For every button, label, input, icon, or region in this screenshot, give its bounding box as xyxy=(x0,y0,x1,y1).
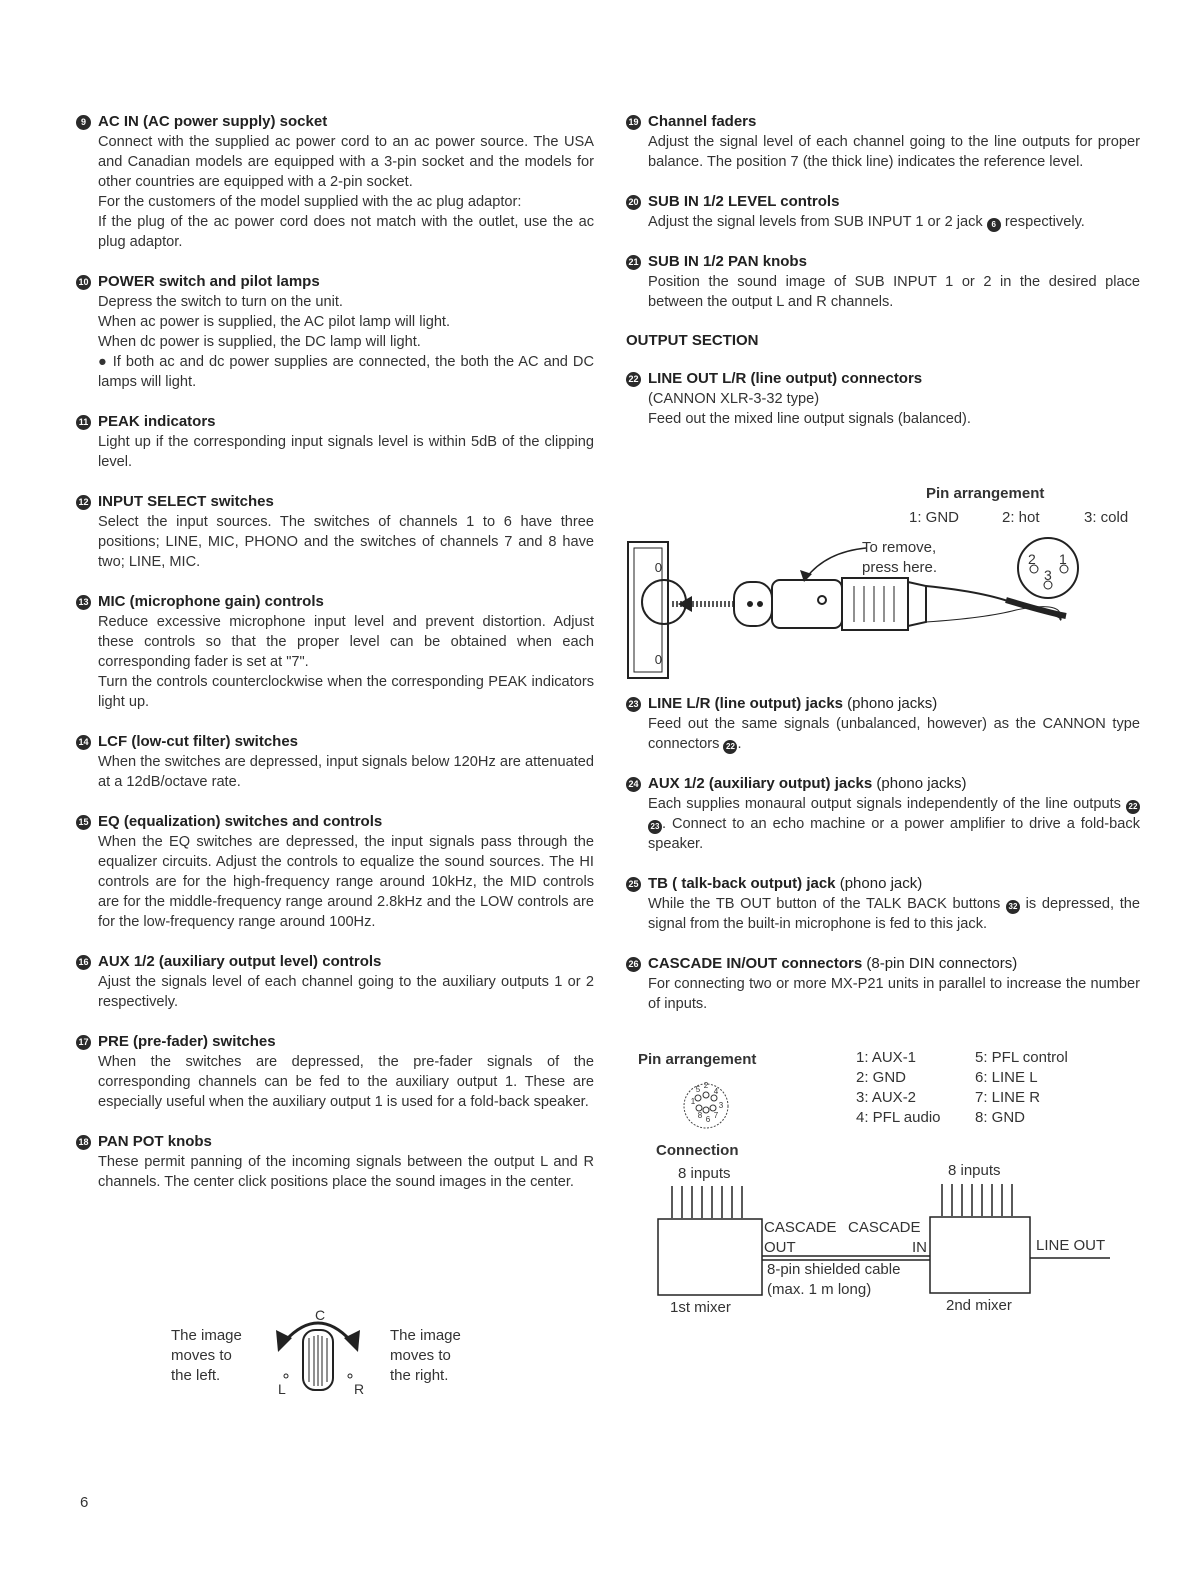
din-num-6: 6 xyxy=(705,1115,711,1124)
item-paragraph: When the switches are depressed, input signals below 120Hz are attenuated at a 12dB/octave rate. xyxy=(98,754,594,790)
first-mixer-box xyxy=(658,1219,762,1295)
din-pin-title: Pin arrangement xyxy=(638,1051,757,1068)
item-title: SUB IN 1/2 PAN knobs xyxy=(648,253,807,270)
item-11 xyxy=(76,412,594,472)
item-number-badge: 25 xyxy=(626,877,641,892)
item-title: POWER switch and pilot lamps xyxy=(98,273,320,290)
xlr-pin-num-1: 1 xyxy=(1059,551,1067,567)
item-title-sub: (phono jacks) xyxy=(843,695,938,712)
item-number-badge: 10 xyxy=(76,275,91,290)
pan-left-line-2: moves to xyxy=(171,1347,232,1364)
cascade-out-label: CASCADE xyxy=(764,1219,837,1236)
cable-length-label: (max. 1 m long) xyxy=(767,1281,872,1298)
item-paragraph: Reduce excessive microphone input level and prevent distortion. Adjust these controls so that the proper level can be obtained when each corresponding fader is set at "7". xyxy=(98,614,594,670)
pan-right-line-1: The image xyxy=(390,1327,461,1344)
din-pin-6: 6: LINE L xyxy=(975,1069,1038,1086)
pan-pot-figure xyxy=(168,1300,488,1410)
page-number: 6 xyxy=(80,1494,89,1511)
inputs-label-1: 8 inputs xyxy=(678,1165,731,1182)
item-body xyxy=(648,132,1140,172)
item-title: Channel faders xyxy=(648,113,757,130)
item-number-badge: 19 xyxy=(626,115,641,130)
item-title: TB ( talk-back output) jack xyxy=(648,875,836,892)
din-pin-8: 8: GND xyxy=(975,1109,1026,1126)
pan-left-line-1: The image xyxy=(171,1327,242,1344)
right-bottom-items xyxy=(626,694,1140,1034)
item-paragraph: Connect with the supplied ac power cord to an ac power source. The USA and Canadian models are equipped with a 3-pin socket and the models for other countries are equipped with a 2-pin socket. xyxy=(98,134,594,190)
item-12 xyxy=(76,492,594,572)
pan-l-label: L xyxy=(278,1381,286,1397)
pan-c-label: C xyxy=(315,1307,326,1323)
item-body xyxy=(98,132,594,252)
item-24 xyxy=(626,774,1140,854)
item-23-text: Feed out the same signals (unbalanced, however) as the CANNON type connectors xyxy=(648,716,1140,752)
item-text-end: respectively. xyxy=(1000,214,1085,230)
item-paragraph: Position the sound image of SUB INPUT 1 or 2 in the desired place between the output L and R channels. xyxy=(648,274,1140,310)
item-body xyxy=(648,794,1140,854)
ref-badge: 6 xyxy=(987,218,1001,232)
din-num-1: 1 xyxy=(690,1097,696,1106)
item-number-badge: 13 xyxy=(76,595,91,610)
xlr-cable xyxy=(1006,600,1066,616)
xlr-remove-line-1: To remove, xyxy=(862,539,937,556)
item-number-badge: 22 xyxy=(626,372,641,387)
pan-arrow-right-icon xyxy=(344,1330,360,1352)
item-paragraph: If the plug of the ac power cord does not match with the outlet, use the ac plug adaptor. xyxy=(98,214,594,250)
item-title: LINE L/R (line output) jacks xyxy=(648,695,844,712)
item-24-text: Each supplies monaural output signals independently of the line outputs xyxy=(648,796,1126,812)
item-14 xyxy=(76,732,594,792)
item-title: SUB IN 1/2 LEVEL controls xyxy=(648,193,840,210)
item-number-badge: 15 xyxy=(76,815,91,830)
item-title: LINE OUT L/R (line output) connectors xyxy=(648,370,923,387)
item-19 xyxy=(626,112,1140,172)
ref-badge: 22 xyxy=(723,740,737,754)
xlr-pin-1: 1: GND xyxy=(909,509,960,526)
item-title: LCF (low-cut filter) switches xyxy=(98,733,299,750)
item-25-text-end: is depressed, the signal from the built-in microphone is fed to this jack. xyxy=(648,896,1140,932)
item-number-badge: 23 xyxy=(626,697,641,712)
item-paragraph: When the EQ switches are depressed, the input signals pass through the equalizer circuits. Adjust the controls to equalize the sound sources. The HI controls are for the high-frequency range around 10kHz, the MID controls are for the middle-frequency range around 2.8kHz and the LOW controls are for the low-frequency range around 100Hz. xyxy=(98,834,594,930)
xlr-pin-title: Pin arrangement xyxy=(926,485,1045,502)
item-title: PRE (pre-fader) switches xyxy=(98,1033,276,1050)
item-body xyxy=(98,432,594,472)
item-22-para-2: Feed out the mixed line output signals (balanced). xyxy=(648,411,971,427)
item-number-badge: 11 xyxy=(76,415,91,430)
item-number-badge: 21 xyxy=(626,255,641,270)
cascade-in-label: CASCADE xyxy=(848,1219,921,1236)
item-18 xyxy=(76,1132,594,1192)
ref-badge: 23 xyxy=(648,820,662,834)
item-paragraph: When the switches are depressed, the pre-fader signals of the corresponding channels can be fed to the auxiliary output 1. These are especially useful when the auxiliary output 1 is used for a fold-back speaker. xyxy=(98,1054,594,1110)
xlr-pin-2: 2: hot xyxy=(1002,509,1040,526)
item-25 xyxy=(626,874,1140,934)
item-title: CASCADE IN/OUT connectors xyxy=(648,955,863,972)
xlr-remove-line-2: press here. xyxy=(862,559,938,576)
in-label: IN xyxy=(912,1239,927,1256)
din-num-8: 8 xyxy=(697,1111,703,1120)
item-25-text: While the TB OUT button of the TALK BACK buttons xyxy=(648,896,1006,912)
pan-left-line-3: the left. xyxy=(171,1367,221,1384)
item-16 xyxy=(76,952,594,1012)
din-num-5: 5 xyxy=(695,1085,701,1094)
item-paragraph: Turn the controls counterclockwise when the corresponding PEAK indicators light up. xyxy=(98,674,594,710)
din-pin-4: 4: PFL audio xyxy=(856,1109,941,1126)
cascade-figure xyxy=(636,1046,1136,1326)
ref-badge: 32 xyxy=(1006,900,1020,914)
item-number-badge: 9 xyxy=(76,115,91,130)
second-mixer-label: 2nd mixer xyxy=(946,1297,1012,1314)
item-number-badge: 18 xyxy=(76,1135,91,1150)
ref-badge: 22 xyxy=(1126,800,1140,814)
din-num-3: 3 xyxy=(718,1101,724,1110)
item-title: MIC (microphone gain) controls xyxy=(98,593,324,610)
item-10 xyxy=(76,272,594,392)
item-24-text-end: . Connect to an echo machine or a power amplifier to drive a fold-back speaker. xyxy=(648,816,1140,852)
item-22-para-1: (CANNON XLR-3-32 type) xyxy=(648,391,820,407)
item-title: PAN POT knobs xyxy=(98,1133,212,1150)
item-title-sub: (8-pin DIN connectors) xyxy=(862,955,1018,972)
item-body xyxy=(98,832,594,932)
right-column xyxy=(626,112,1140,437)
item-paragraph: For the customers of the model supplied with the ac plug adaptor: xyxy=(98,194,522,210)
xlr-pin-3: 3: cold xyxy=(1084,509,1129,526)
item-paragraph: Light up if the corresponding input signals level is within 5dB of the clipping level. xyxy=(98,434,594,470)
xlr-connector-figure xyxy=(626,482,1140,692)
item-26-para-1: For connecting two or more MX-P21 units in parallel to increase the number of inputs. xyxy=(648,976,1140,1012)
din-num-7: 7 xyxy=(713,1111,719,1120)
item-body xyxy=(648,894,1140,934)
item-paragraph: These permit panning of the incoming signals between the output L and R channels. The center click positions place the sound images in the center. xyxy=(98,1154,594,1190)
svg-text:0: 0 xyxy=(654,652,662,667)
line-out-label: LINE OUT xyxy=(1036,1237,1106,1254)
item-title: AUX 1/2 (auxiliary output) jacks xyxy=(648,775,873,792)
cable-label: 8-pin shielded cable xyxy=(767,1261,901,1278)
item-number-badge: 26 xyxy=(626,957,641,972)
item-15 xyxy=(76,812,594,932)
xlr-pin-num-2: 2 xyxy=(1028,551,1036,567)
svg-text:0: 0 xyxy=(654,560,662,575)
item-paragraph: Depress the switch to turn on the unit. xyxy=(98,294,343,310)
din-pin-3: 3: AUX-2 xyxy=(856,1089,917,1106)
din-pin-1: 1: AUX-1 xyxy=(856,1049,917,1066)
din-pin-2: 2: GND xyxy=(856,1069,907,1086)
item-22 xyxy=(626,369,1140,429)
output-section-heading: OUTPUT SECTION xyxy=(626,332,759,349)
item-title: EQ (equalization) switches and controls xyxy=(98,813,383,830)
item-17 xyxy=(76,1032,594,1112)
item-26 xyxy=(626,954,1140,1014)
item-20 xyxy=(626,192,1140,232)
item-paragraph: When dc power is supplied, the DC lamp will light. xyxy=(98,334,421,350)
item-body xyxy=(98,752,594,792)
item-title-sub: (phono jacks) xyxy=(872,775,967,792)
pan-r-label: R xyxy=(354,1381,365,1397)
cascade-drawing xyxy=(636,1046,1136,1326)
item-body xyxy=(98,1152,594,1192)
item-body xyxy=(98,292,594,392)
item-text: Adjust the signal levels from SUB INPUT 1 or 2 jack xyxy=(648,214,987,230)
xlr-pin-num-3: 3 xyxy=(1044,567,1052,583)
pan-right-line-3: the right. xyxy=(390,1367,449,1384)
first-mixer-label: 1st mixer xyxy=(670,1299,731,1316)
input-lines-2 xyxy=(942,1184,1012,1216)
left-column xyxy=(76,112,594,1212)
item-body xyxy=(648,389,1140,429)
xlr-remove-note xyxy=(862,538,937,578)
item-number-badge: 24 xyxy=(626,777,641,792)
din-pin-5: 5: PFL control xyxy=(975,1049,1068,1066)
item-body xyxy=(98,972,594,1012)
second-mixer-box xyxy=(930,1217,1030,1293)
item-21 xyxy=(626,252,1140,312)
pan-arrow-left-icon xyxy=(276,1330,292,1352)
item-body xyxy=(648,272,1140,312)
pan-knob-drawing xyxy=(168,1300,488,1410)
item-body xyxy=(648,212,1140,232)
item-paragraph: When ac power is supplied, the AC pilot lamp will light. xyxy=(98,314,451,330)
item-body xyxy=(648,974,1140,1014)
item-body xyxy=(98,1052,594,1112)
din-num-2: 2 xyxy=(703,1081,709,1090)
item-title: INPUT SELECT switches xyxy=(98,493,274,510)
item-23-text-end: . xyxy=(737,736,742,752)
item-body xyxy=(98,612,594,712)
pan-right-line-2: moves to xyxy=(390,1347,451,1364)
item-paragraph: Select the input sources. The switches of channels 1 to 6 have three positions; LINE, MIC, PHONO and the switches of channels 7 and 8 have two; LINE, MIC. xyxy=(98,514,594,570)
item-title: AC IN (AC power supply) socket xyxy=(98,113,328,130)
item-title: AUX 1/2 (auxiliary output level) controls xyxy=(98,953,382,970)
din-pin-numbers xyxy=(691,1081,724,1124)
din-pin-7: 7: LINE R xyxy=(975,1089,1041,1106)
item-paragraph: ● If both ac and dc power supplies are connected, the both the AC and DC lamps will light. xyxy=(98,354,594,390)
item-23 xyxy=(626,694,1140,754)
right-top-items xyxy=(626,112,1140,312)
item-number-badge: 14 xyxy=(76,735,91,750)
xlr-plug-body xyxy=(772,580,842,628)
out-label: OUT xyxy=(764,1239,796,1256)
item-13 xyxy=(76,592,594,712)
item-body xyxy=(648,714,1140,754)
item-number-badge: 17 xyxy=(76,1035,91,1050)
item-number-badge: 12 xyxy=(76,495,91,510)
item-number-badge: 20 xyxy=(626,195,641,210)
item-title-sub: (phono jack) xyxy=(835,875,923,892)
item-paragraph: Adjust the signal level of each channel going to the line outputs for proper balance. The position 7 (the thick line) indicates the reference level. xyxy=(648,134,1140,170)
din-num-4: 4 xyxy=(713,1087,719,1096)
item-paragraph: Ajust the signals level of each channel going to the auxiliary outputs 1 or 2 respectively. xyxy=(98,974,594,1010)
item-9 xyxy=(76,112,594,252)
input-lines-1 xyxy=(672,1186,742,1218)
item-body xyxy=(98,512,594,572)
xlr-drawing xyxy=(626,482,1140,692)
connection-title: Connection xyxy=(656,1142,739,1159)
item-number-badge: 16 xyxy=(76,955,91,970)
inputs-label-2: 8 inputs xyxy=(948,1162,1001,1179)
item-title: PEAK indicators xyxy=(98,413,216,430)
